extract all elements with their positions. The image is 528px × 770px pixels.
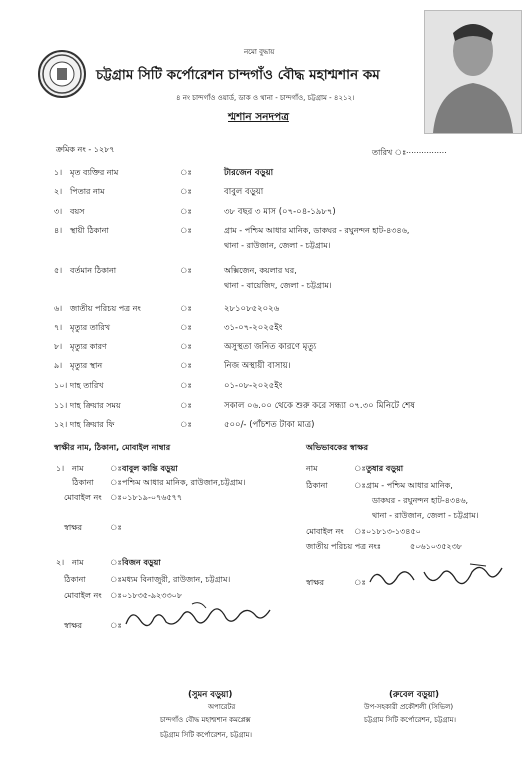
witness-1-separator: ঃ <box>110 464 122 473</box>
row-label: মৃত্যুর কারণ <box>70 342 107 351</box>
row-number: ৬। <box>54 304 63 313</box>
witness-heading: স্বাক্ষীর নাম, ঠিকানা, মোবাইল নাম্বার <box>54 443 171 452</box>
guardian-signature <box>366 560 506 596</box>
row-number: ৭। <box>54 323 63 332</box>
witness-1-separator: ঃ <box>110 493 122 502</box>
row-number: ৩। <box>54 207 63 216</box>
guardian-address-line1: গ্রাম - পশ্চিম আধার মানিক, <box>366 481 453 490</box>
witness-1-address-label: ঠিকানা <box>72 478 94 487</box>
guardian-name: তুষার বড়ুয়া <box>366 464 404 473</box>
witness-1-name-label: নাম <box>72 464 84 473</box>
witness-1-sign-label: স্বাক্ষর <box>64 523 83 532</box>
row-separator: ঃ <box>180 266 192 275</box>
row-label: বয়স <box>70 207 85 216</box>
row-value: বাবুল বড়ুয়া <box>224 187 264 197</box>
operator-designation: অপারেটর <box>208 703 236 711</box>
row-separator: ঃ <box>180 187 192 196</box>
row-value: নিজ অস্থায়ী বাসায়। <box>224 361 291 371</box>
guardian-heading: অভিভাবকের স্বাক্ষর <box>306 443 368 452</box>
row-value: অক্সিজেন, কয়লার ঘর, <box>224 266 297 275</box>
guardian-mobile-label: মোবাইল নং <box>306 527 344 536</box>
witness-1-address: পশ্চিম আধার মানিক, রাউজান,চট্টগ্রাম। <box>122 478 246 487</box>
witness-1-number: ১। <box>56 464 65 473</box>
witness-2-separator: ঃ <box>110 558 122 567</box>
guardian-mobile: ০১৮১৩-১৩৪৫০ <box>366 527 421 536</box>
witness-1-separator: ঃ <box>110 478 122 487</box>
witness-1-separator: ঃ <box>110 523 122 532</box>
witness-2-address: মধ্যম বিনাজুরী, রাউজান, চট্টগ্রাম। <box>122 575 231 584</box>
witness-2-separator: ঃ <box>110 575 122 584</box>
salutation: নমো বুদ্ধায় <box>244 48 275 56</box>
guardian-nid-label: জাতীয় পরিচয় পত্র নংঃ <box>306 542 382 551</box>
witness-2-address-label: ঠিকানা <box>64 575 86 584</box>
row-number: ৮। <box>54 342 63 351</box>
row-value: ০১-০৮-২০২৫ইং <box>224 381 283 391</box>
witness-2-separator: ঃ <box>110 591 122 600</box>
guardian-address-line3: থানা - রাউজান, জেলা - চট্টগ্রাম। <box>372 511 479 520</box>
witness-2-mobile-label: মোবাইল নং <box>64 591 102 600</box>
guardian-separator: ঃ <box>354 464 366 473</box>
engineer-name: (রুবেল বড়ুয়া) <box>389 690 440 700</box>
row-label: মৃত্যুর স্থান <box>70 361 103 370</box>
guardian-name-label: নাম <box>306 464 318 473</box>
row-value: টারজেন বড়ুয়া <box>224 168 274 178</box>
serial-number: ক্রমিক নং - ১২৮৭ <box>56 145 115 154</box>
deceased-photo <box>424 10 522 134</box>
row-value-line2: থানা - রাউজান, জেলা - চট্টগ্রাম। <box>224 241 331 250</box>
row-value: ২৮১০৮৫২০২৬ <box>224 304 280 314</box>
date-label: তারিখ ঃ <box>372 148 407 157</box>
row-value: সকাল ০৬.০০ থেকে শুরু করে সন্ধ্যা ০৭.৩০ মিনিটে শেষ <box>224 401 415 411</box>
row-separator: ঃ <box>180 381 192 390</box>
guardian-nid: ৫০৬১০৩৫২৩৮ <box>410 542 462 551</box>
row-separator: ঃ <box>180 361 192 370</box>
row-number: ১২। <box>54 420 68 429</box>
row-separator: ঃ <box>180 401 192 410</box>
date-blank: ................ <box>406 146 447 155</box>
witness-2-name: বিজন বড়ুয়া <box>122 558 161 567</box>
row-separator: ঃ <box>180 420 192 429</box>
row-value: অসুস্থতা জনিত কারণে মৃত্যু <box>224 342 317 352</box>
witness-2-separator: ঃ <box>110 621 122 630</box>
witness-2-name-label: নাম <box>72 558 84 567</box>
row-label: পিতার নাম <box>70 187 105 196</box>
row-separator: ঃ <box>180 207 192 216</box>
row-label: দাহ ক্রিয়ার সময় <box>70 401 121 410</box>
row-label: দাহ ক্রিয়ার ফি <box>70 420 115 429</box>
row-value: ৫০০/- (পাঁচশত টাকা মাত্র) <box>224 420 315 430</box>
engineer-organization: চট্টগ্রাম সিটি কর্পোরেশন, চট্টগ্রাম। <box>364 716 457 724</box>
guardian-address-line2: ডাকঘর - রঘুনন্দন হাট-৪৩৪৬, <box>372 496 469 505</box>
row-label: দাহ তারিখ <box>70 381 104 390</box>
witness-2-mobile: ০১৮৩৫-৯২৩৩০৮ <box>122 591 183 600</box>
operator-name: (সুমন বড়ুয়া) <box>188 690 233 700</box>
guardian-separator: ঃ <box>354 527 366 536</box>
operator-organization: চট্টগ্রাম সিটি কর্পোরেশন, চট্টগ্রাম। <box>160 731 253 739</box>
row-value: ৩১-০৭-২০২৫ইং <box>224 323 283 333</box>
guardian-address-label: ঠিকানা <box>306 481 328 490</box>
organization-name: চট্টগ্রাম সিটি কর্পোরেশন চান্দগাঁও বৌদ্ধ মহাশ্মশান কম <box>96 67 380 83</box>
row-number: ৪। <box>54 226 63 235</box>
row-separator: ঃ <box>180 168 192 177</box>
row-number: ১০। <box>54 381 68 390</box>
row-label: বর্তমান ঠিকানা <box>70 266 117 275</box>
guardian-separator: ঃ <box>354 481 366 490</box>
row-label: জাতীয় পরিচয় পত্র নং <box>70 304 141 313</box>
row-number: ৫। <box>54 266 63 275</box>
row-separator: ঃ <box>180 323 192 332</box>
witness-1-name: বাবুল কান্তি বড়ুয়া <box>122 464 178 473</box>
organization-address: ৪ নং চান্দগাঁও ওয়ার্ড, ডাক ও থানা - চান্দগাঁও, চট্টগ্রাম - ৪২১২। <box>176 94 355 102</box>
witness-1-mobile-label: মোবাইল নং <box>64 493 102 502</box>
witness-1-mobile: ০১৮১৯-০৭৬৫৭৭ <box>122 493 183 502</box>
guardian-separator: ঃ <box>354 578 366 587</box>
document-title: শ্মশান সনদপত্র <box>228 111 289 123</box>
row-separator: ঃ <box>180 304 192 313</box>
row-number: ৯। <box>54 361 63 370</box>
engineer-designation: উপ-সহকারী প্রকৌশলী (সিভিল) <box>364 703 454 711</box>
row-label: মৃত ব্যক্তির নাম <box>70 168 119 177</box>
row-separator: ঃ <box>180 226 192 235</box>
guardian-sign-label: স্বাক্ষর <box>306 578 325 587</box>
witness-2-sign-label: স্বাক্ষর <box>64 621 83 630</box>
operator-office: চান্দগাঁও বৌদ্ধ মহাশ্মশান কমপ্লেক্স <box>160 716 251 724</box>
witness-2-signature <box>122 598 274 636</box>
row-value-line2: থানা - বায়েজিদ, জেলা - চট্টগ্রাম। <box>224 281 332 290</box>
row-label: স্থায়ী ঠিকানা <box>70 226 109 235</box>
row-separator: ঃ <box>180 342 192 351</box>
city-corporation-logo <box>38 50 86 98</box>
row-label: মৃত্যুর তারিখ <box>70 323 110 332</box>
witness-2-number: ২। <box>56 558 65 567</box>
row-value: গ্রাম - পশ্চিম আধার মানিক, ডাকঘর - রঘুনন্দন হাট-৪৩৪৬, <box>224 226 410 235</box>
row-number: ১। <box>54 168 63 177</box>
row-number: ১১। <box>54 401 68 410</box>
row-value: ৩৮ বছর ৩ মাস (০৭-০৪-১৯৮৭) <box>224 207 336 217</box>
row-number: ২। <box>54 187 63 196</box>
